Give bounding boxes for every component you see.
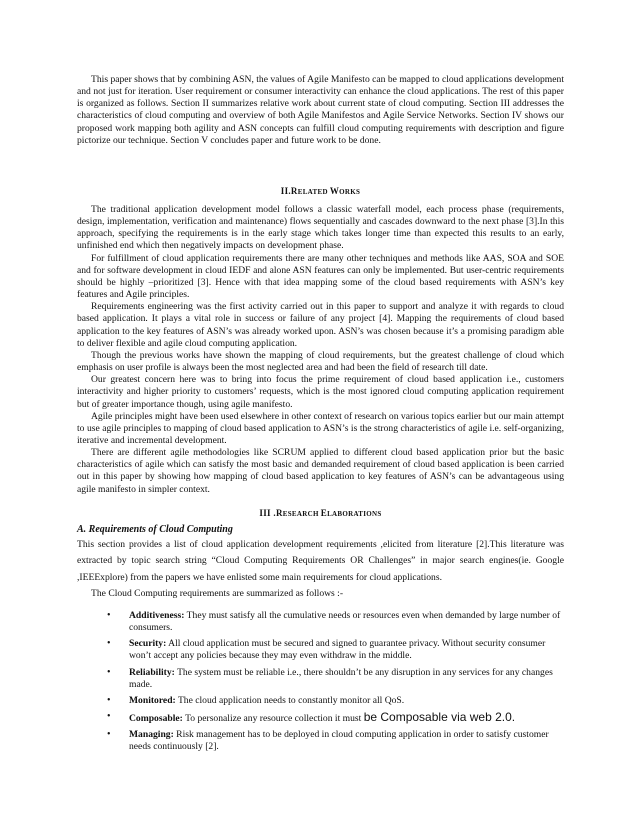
research-elaborations-heading xyxy=(77,508,564,518)
section-heading xyxy=(77,186,564,196)
body-paragraph: The Cloud Computing requirements are summarized as follows :- xyxy=(91,588,344,600)
heading-initial: R xyxy=(275,508,283,518)
list-item-text: They must satisfy all the cumulative needs or resources even when demanded by large number of consumers. xyxy=(129,610,561,634)
subsection-heading: A. Requirements of Cloud Computing xyxy=(77,524,233,535)
intro-section xyxy=(77,74,564,147)
list-item-term: Monitored: xyxy=(129,694,176,706)
heading-initial: R xyxy=(290,186,298,196)
list-item-text: Risk management has to be deployed in cloud computing application in order to satisfy customer needs continuously [2]. xyxy=(129,729,549,753)
requirements-list xyxy=(107,610,567,758)
heading-initial: E xyxy=(320,508,328,518)
list-item-text: The cloud application needs to constantly monitor all QoS. xyxy=(175,694,405,706)
list-item-term: Managing: xyxy=(129,729,174,741)
body-paragraph: There are different agile methodologies like SCRUM applied to different cloud based application prior but the basic characteristics of agile which can satisfy the most basic and demanded requirement of cloud based application is been carried out in this paper by showing how mapping of cloud based application to key features of ASN’s can be advantageous using agile manifesto in simpler context. xyxy=(77,447,564,495)
section-heading xyxy=(77,508,564,518)
heading-rest: ELATED xyxy=(297,188,330,196)
list-item xyxy=(107,695,567,707)
list-item-text: The system must be reliable i.e., there shouldn’t be any disruption in any services for any changes made. xyxy=(129,666,553,690)
list-item-text: All cloud application must be secured and signed to guarantee privacy. Without security consumer won’t accept any policies because they may even withdraw in the middle. xyxy=(129,638,546,662)
body-paragraph: Agile principles might have been used elsewhere in other context of research on various topics earlier but our main attempt to use agile principles to mapping of cloud based application to ASN’s is the strong characteristics of agile i.e. self-organizing, iterative and incremental development. xyxy=(77,410,564,446)
bullet-icon: • xyxy=(107,610,111,621)
bullet-icon: • xyxy=(107,729,111,741)
body-paragraph: The traditional application development model follows a classic waterfall model, each process phase (requirements, design, implementation, verification and maintenance) flows sequentially and cascades downward to the next phase [3].In this approach, specifying the requirements is in the early stage which takes longer time than expected this results to an early, unfinished end which then negatively impacts on development phase. xyxy=(77,204,564,252)
list-item-text: To personalize any resource collection it must xyxy=(182,713,364,725)
body-paragraph: For fulfillment of cloud application requirements there are many other techniques and methods like AAS, SOA and SOE and for software development in cloud IEDF and alone ASN features can only be implemented. But user-centric requirements should be highly –prioritized [3]. Hence with that idea mapping some of the cloud based requirements with ASN’s key features and Agile principles. xyxy=(77,252,564,301)
bullet-icon: • xyxy=(107,638,111,650)
list-item xyxy=(107,610,567,634)
research-elaborations-body xyxy=(77,524,564,603)
related-works-body xyxy=(77,204,564,496)
bullet-icon: • xyxy=(107,711,111,723)
heading-rest: ESEARCH xyxy=(282,510,321,518)
bullet-icon: • xyxy=(107,694,111,706)
bullet-icon: • xyxy=(107,666,111,678)
list-item-text-large: be Composable via web 2.0. xyxy=(363,710,516,725)
list-item xyxy=(107,711,567,725)
section-number: III . xyxy=(259,508,276,518)
body-paragraph: Our greatest concern here was to bring into focus the prime requirement of cloud based application i.e., customers interactivity and higher priority to customers’ requests, which is the most ignored cloud computing application requirement but of greater importance though, using agile manifesto. xyxy=(77,374,564,410)
list-item-term: Security: xyxy=(129,638,167,650)
heading-initial: W xyxy=(329,186,340,196)
heading-rest: ORKS xyxy=(339,188,361,196)
list-item-term: Composable: xyxy=(129,713,183,725)
list-item xyxy=(107,729,567,753)
list-item-term: Additiveness: xyxy=(129,610,185,621)
list-item xyxy=(107,638,567,662)
body-paragraph: Requirements engineering was the first activity carried out in this paper to support and analyze it with regards to cloud based application. It plays a vital role in success or failure of any project [4]. Mapping the requirements of cloud based application to the key features of ASN’s was already worked upon. ASN’s was chosen because it’s a promising paradigm able to deliver flexible and agile cloud computing application. xyxy=(77,301,564,349)
section-number: II. xyxy=(280,186,291,196)
list-item xyxy=(107,667,567,691)
heading-rest: LABORATIONS xyxy=(327,510,382,518)
body-paragraph: This section provides a list of cloud application development requirements ,elicited from literature [2].This literature was extracted by topic search string “Cloud Computing Requirements OR Challenges” in major search engines(ie. Google ,IEEExplore) from the papers we have enlisted some main requirements for cloud applications. xyxy=(77,539,564,583)
related-works-heading xyxy=(77,186,564,196)
list-item-term: Reliability: xyxy=(129,666,175,678)
body-paragraph: Though the previous works have shown the mapping of cloud requirements, but the greatest challenge of cloud which emphasis on user profile is always been the most neglected area and had been the field of research till date. xyxy=(77,349,564,374)
intro-paragraph: This paper shows that by combining ASN, the values of Agile Manifesto can be mapped to cloud applications development and not just for iteration. User requirement or consumer interactivity can enhance the cloud applications. The rest of this paper is organized as follows. Section II summarizes relative work about current state of cloud computing. Section III addresses the characteristics of cloud computing and overview of both Agile Manifestos and Agile Service Networks. Section IV shows our proposed work mapping both agility and ASN concepts can fulfill cloud computing requirements with description and figure pictorize our technique. Section V concludes paper and future work to be done. xyxy=(77,74,564,146)
